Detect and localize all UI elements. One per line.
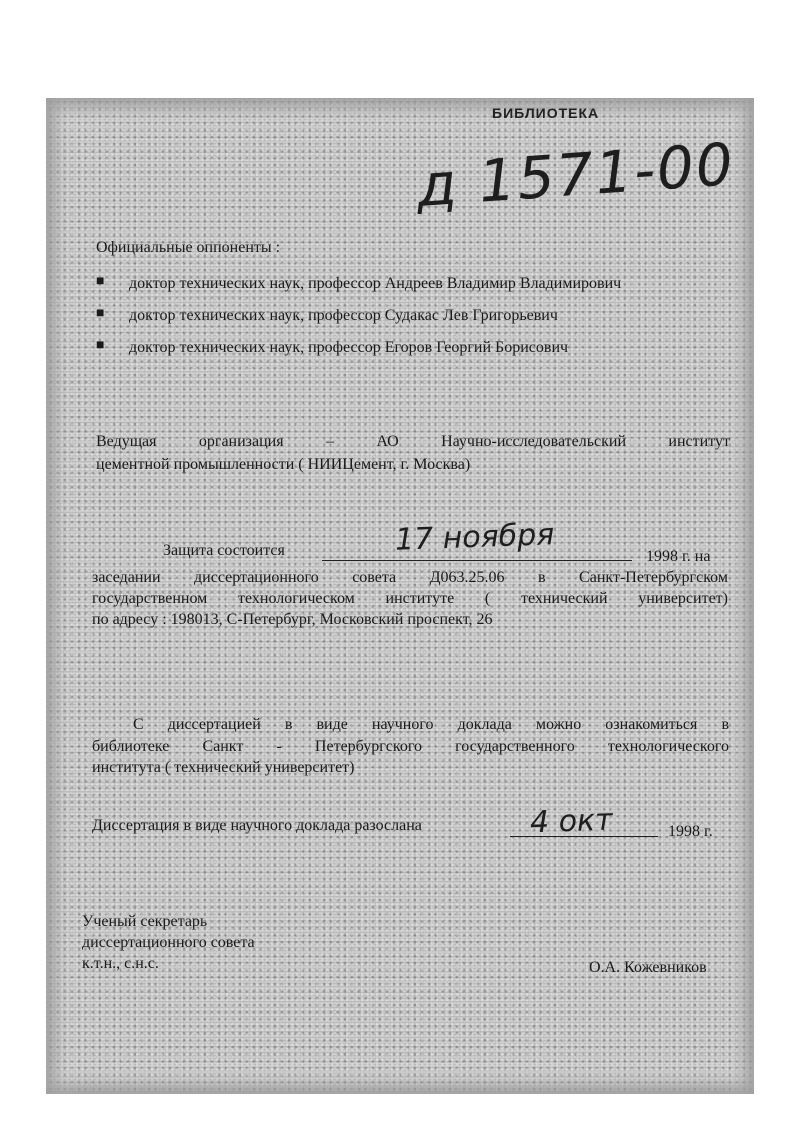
library-notice-line1: С диссертацией в виде научного доклада можно ознакомиться в: [133, 716, 729, 733]
defense-year: 1998 г. на: [646, 548, 711, 565]
bullet-icon: ■: [96, 338, 105, 353]
bullet-icon: ■: [96, 306, 105, 321]
signature-title-line1: Ученый секретарь: [82, 913, 208, 930]
lead-org-word: организация: [198, 433, 284, 450]
mailing-prefix: Диссертация в виде научного доклада разослана: [92, 817, 422, 834]
defense-date-line: [322, 560, 632, 561]
library-notice-line2: библиотеке Санкт - Петербургского государственного технологического: [92, 738, 729, 755]
handwritten-defense-date: 17 ноября: [394, 517, 555, 558]
lead-org-line1: [96, 432, 730, 452]
library-stamp: БИБЛИОТЕКА: [492, 105, 600, 121]
opponent-item: доктор технических наук, профессор Егоров Георгий Борисович: [129, 339, 569, 356]
lead-org-line2: цементной промышленности ( НИИЦемент, г. Москва): [96, 456, 471, 473]
defense-prefix: Защита состоится: [163, 542, 285, 559]
handwritten-shelf-mark: д 1571-00: [414, 129, 737, 221]
lead-org-word: АО: [376, 433, 399, 450]
bullet-icon: ■: [96, 274, 105, 289]
defense-line4: по адресу : 198013, С-Петербург, Московский проспект, 26: [92, 611, 493, 628]
signatory-name: О.А. Кожевников: [589, 959, 707, 976]
opponent-item: доктор технических наук, профессор Судакас Лев Григорьевич: [129, 307, 558, 324]
library-notice-line3: института ( технический университет): [92, 759, 355, 776]
lead-org-word: Ведущая: [96, 433, 157, 450]
opponents-heading: Официальные оппоненты :: [96, 239, 281, 256]
defense-line3: государственном технологическом институте ( технический университет): [92, 590, 728, 607]
mailing-year: 1998 г.: [668, 823, 713, 840]
lead-org-word: институт: [668, 433, 730, 450]
lead-org-word: Научно-исследовательский: [441, 433, 627, 450]
defense-line2: заседании диссертационного совета Д063.25.06 в Санкт-Петербургском: [92, 569, 728, 586]
signature-title-line3: к.т.н., с.н.с.: [82, 955, 159, 972]
lead-org-word: –: [325, 433, 334, 450]
signature-title-line2: диссертационного совета: [82, 934, 255, 951]
opponent-item: доктор технических наук, профессор Андреев Владимир Владимирович: [129, 275, 622, 292]
handwritten-mailing-date: 4 окт: [529, 802, 614, 841]
